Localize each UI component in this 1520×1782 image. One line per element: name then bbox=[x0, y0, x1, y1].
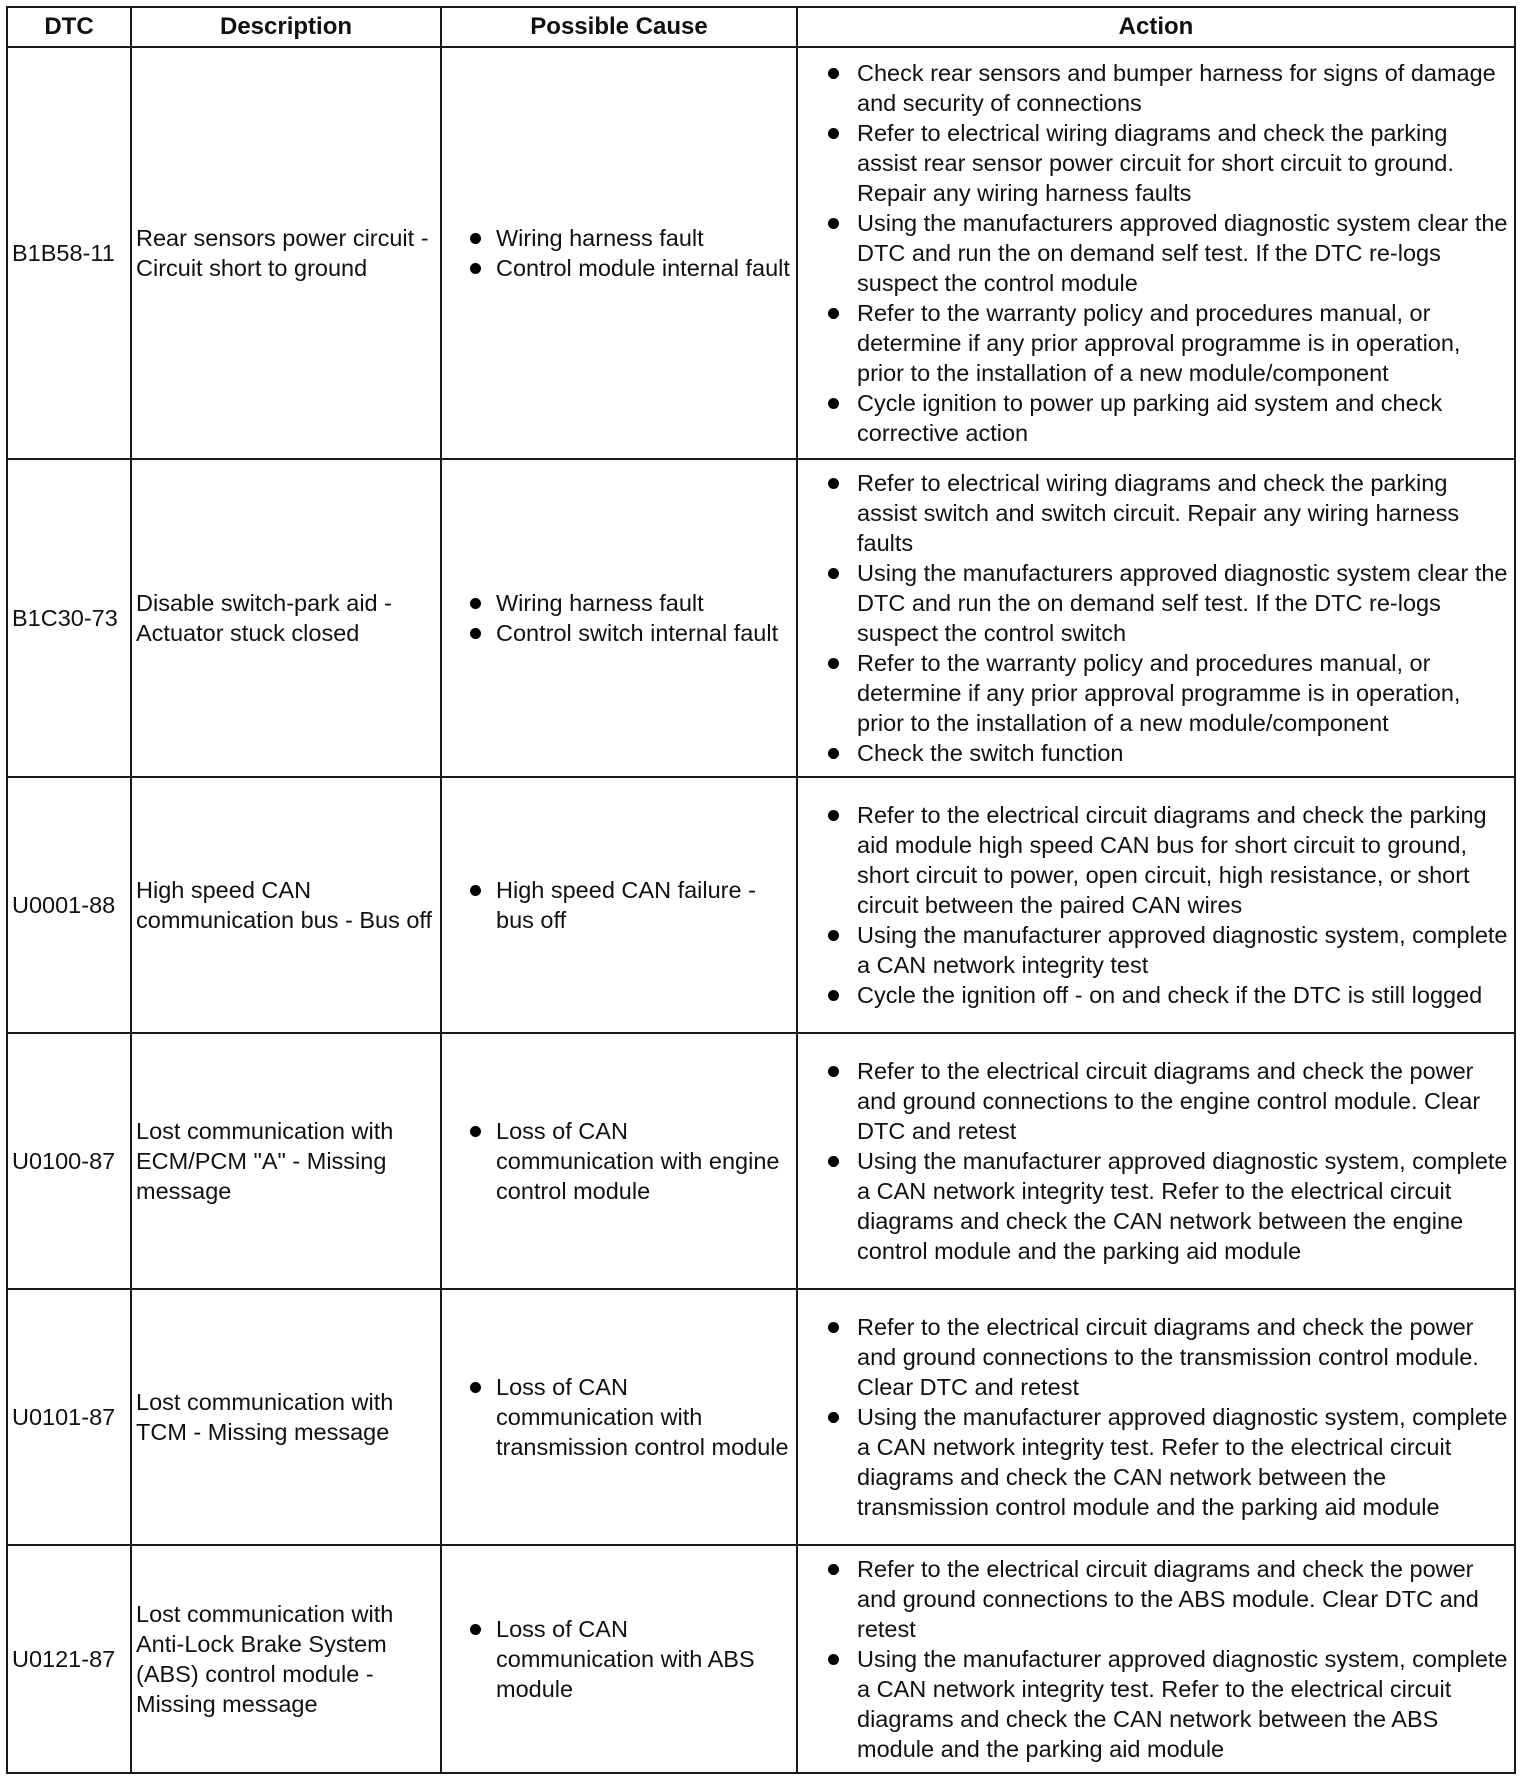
cause-item: Wiring harness fault bbox=[446, 588, 792, 618]
action-item: Refer to the warranty policy and procedures manual, or determine if any prior approval programme is in operation, prior to the installation of a new module/component bbox=[802, 298, 1510, 388]
action-list bbox=[802, 468, 1510, 768]
action-cell bbox=[797, 459, 1515, 777]
action-cell bbox=[797, 777, 1515, 1033]
cause-item: Wiring harness fault bbox=[446, 223, 792, 253]
table-body bbox=[7, 47, 1515, 1773]
cause-item: Loss of CAN communication with transmission control module bbox=[446, 1372, 792, 1462]
dtc-description: High speed CAN communication bus - Bus off bbox=[131, 777, 441, 1033]
action-item: Refer to the electrical circuit diagrams and check the power and ground connections to the ABS module. Clear DTC and retest bbox=[802, 1554, 1510, 1644]
action-item: Refer to electrical wiring diagrams and check the parking assist rear sensor power circuit for short circuit to ground. Repair any wiring harness faults bbox=[802, 118, 1510, 208]
action-item: Cycle the ignition off - on and check if the DTC is still logged bbox=[802, 980, 1510, 1010]
cause-item: Control module internal fault bbox=[446, 253, 792, 283]
possible-cause-cell bbox=[441, 47, 797, 459]
action-cell bbox=[797, 1545, 1515, 1773]
action-cell bbox=[797, 47, 1515, 459]
action-list bbox=[802, 800, 1510, 1010]
cause-item: Loss of CAN communication with engine control module bbox=[446, 1116, 792, 1206]
cause-item: Control switch internal fault bbox=[446, 618, 792, 648]
table-row bbox=[7, 1289, 1515, 1545]
dtc-description: Lost communication with ECM/PCM "A" - Missing message bbox=[131, 1033, 441, 1289]
header-possible-cause: Possible Cause bbox=[441, 7, 797, 47]
header-description: Description bbox=[131, 7, 441, 47]
action-item: Refer to the electrical circuit diagrams and check the power and ground connections to the transmission control module. Clear DTC and retest bbox=[802, 1312, 1510, 1402]
dtc-description: Lost communication with TCM - Missing message bbox=[131, 1289, 441, 1545]
action-item: Using the manufacturer approved diagnostic system, complete a CAN network integrity test bbox=[802, 920, 1510, 980]
action-list bbox=[802, 1554, 1510, 1764]
cause-list bbox=[446, 223, 792, 283]
dtc-description: Lost communication with Anti-Lock Brake System (ABS) control module - Missing message bbox=[131, 1545, 441, 1773]
possible-cause-cell bbox=[441, 1545, 797, 1773]
action-item: Refer to the warranty policy and procedures manual, or determine if any prior approval programme is in operation, prior to the installation of a new module/component bbox=[802, 648, 1510, 738]
table-row bbox=[7, 1545, 1515, 1773]
possible-cause-cell bbox=[441, 1289, 797, 1545]
action-item: Cycle ignition to power up parking aid system and check corrective action bbox=[802, 388, 1510, 448]
possible-cause-cell bbox=[441, 1033, 797, 1289]
dtc-code: B1B58-11 bbox=[7, 47, 131, 459]
header-dtc: DTC bbox=[7, 7, 131, 47]
action-item: Using the manufacturers approved diagnostic system clear the DTC and run the on demand self test. If the DTC re-logs suspect the control switch bbox=[802, 558, 1510, 648]
header-action: Action bbox=[797, 7, 1515, 47]
dtc-code: U0121-87 bbox=[7, 1545, 131, 1773]
action-cell bbox=[797, 1289, 1515, 1545]
dtc-code: U0101-87 bbox=[7, 1289, 131, 1545]
action-list bbox=[802, 58, 1510, 448]
action-item: Refer to electrical wiring diagrams and check the parking assist switch and switch circuit. Repair any wiring harness faults bbox=[802, 468, 1510, 558]
dtc-description: Rear sensors power circuit - Circuit short to ground bbox=[131, 47, 441, 459]
table-row bbox=[7, 459, 1515, 777]
cause-item: High speed CAN failure - bus off bbox=[446, 875, 792, 935]
action-item: Check rear sensors and bumper harness for signs of damage and security of connections bbox=[802, 58, 1510, 118]
cause-item: Loss of CAN communication with ABS module bbox=[446, 1614, 792, 1704]
table-row bbox=[7, 1033, 1515, 1289]
cause-list bbox=[446, 875, 792, 935]
dtc-document bbox=[6, 6, 1514, 1778]
action-item: Refer to the electrical circuit diagrams and check the parking aid module high speed CAN bus for short circuit to ground, short circuit to power, open circuit, high resistance, or short circuit between the paired CAN wires bbox=[802, 800, 1510, 920]
action-item: Using the manufacturer approved diagnostic system, complete a CAN network integrity test. Refer to the electrical circuit diagrams and check the CAN network between the transmission control module and the parking aid module bbox=[802, 1402, 1510, 1522]
table-row bbox=[7, 777, 1515, 1033]
dtc-code: B1C30-73 bbox=[7, 459, 131, 777]
action-item: Using the manufacturer approved diagnostic system, complete a CAN network integrity test. Refer to the electrical circuit diagrams and check the CAN network between the ABS module and the parking aid module bbox=[802, 1644, 1510, 1764]
header-row bbox=[7, 7, 1515, 47]
cause-list bbox=[446, 588, 792, 648]
action-item: Using the manufacturers approved diagnostic system clear the DTC and run the on demand self test. If the DTC re-logs suspect the control module bbox=[802, 208, 1510, 298]
cause-list bbox=[446, 1614, 792, 1704]
action-list bbox=[802, 1056, 1510, 1266]
possible-cause-cell bbox=[441, 777, 797, 1033]
cause-list bbox=[446, 1372, 792, 1462]
action-item: Refer to the electrical circuit diagrams and check the power and ground connections to the engine control module. Clear DTC and retest bbox=[802, 1056, 1510, 1146]
cause-list bbox=[446, 1116, 792, 1206]
dtc-description: Disable switch-park aid - Actuator stuck closed bbox=[131, 459, 441, 777]
action-list bbox=[802, 1312, 1510, 1522]
action-item: Check the switch function bbox=[802, 738, 1510, 768]
action-item: Using the manufacturer approved diagnostic system, complete a CAN network integrity test. Refer to the electrical circuit diagrams and check the CAN network between the engine control module and the parking aid module bbox=[802, 1146, 1510, 1266]
possible-cause-cell bbox=[441, 459, 797, 777]
dtc-table bbox=[6, 6, 1516, 1774]
dtc-code: U0100-87 bbox=[7, 1033, 131, 1289]
dtc-code: U0001-88 bbox=[7, 777, 131, 1033]
action-cell bbox=[797, 1033, 1515, 1289]
table-row bbox=[7, 47, 1515, 459]
